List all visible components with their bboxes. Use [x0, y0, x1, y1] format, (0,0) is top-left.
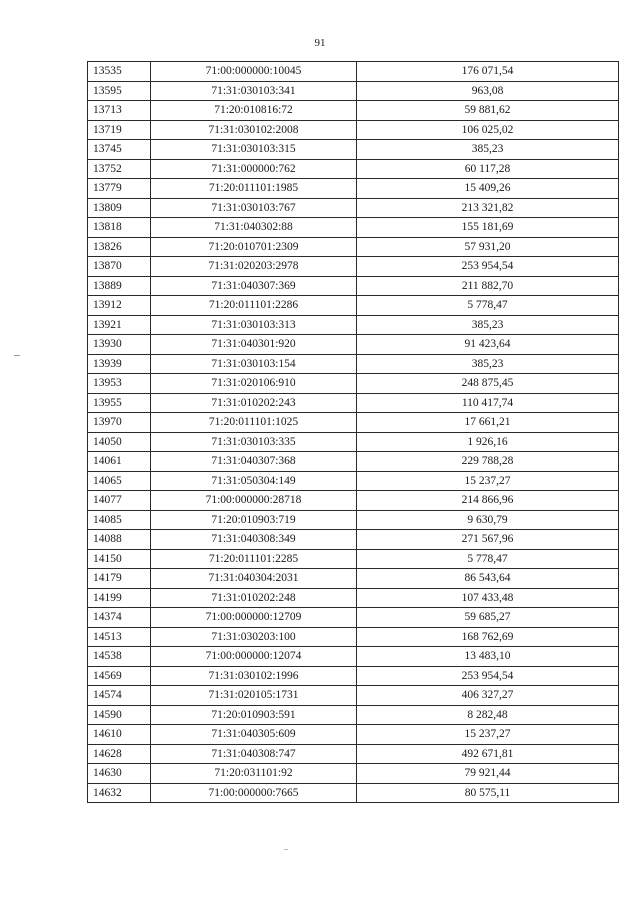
table-row	[88, 354, 619, 374]
row-number-cell: 14513	[88, 627, 151, 647]
cadastral-number-cell: 71:31:040305:609	[151, 725, 357, 745]
row-number-cell: 14150	[88, 549, 151, 569]
cadastral-number-cell: 71:00:000000:12709	[151, 608, 357, 628]
table-row	[88, 101, 619, 121]
row-number-cell: 14061	[88, 452, 151, 472]
cadastral-number-cell: 71:20:031101:92	[151, 764, 357, 784]
page-number: 91	[314, 37, 326, 49]
cadastral-number-cell: 71:31:030102:2008	[151, 120, 357, 140]
row-number-cell: 14085	[88, 510, 151, 530]
cadastral-value-table	[87, 61, 619, 803]
cadastral-number-cell: 71:31:030103:341	[151, 81, 357, 101]
row-number-cell: 14590	[88, 705, 151, 725]
cadastral-number-cell: 71:20:011101:1025	[151, 413, 357, 433]
row-number-cell: 13826	[88, 237, 151, 257]
table-row	[88, 276, 619, 296]
row-number-cell: 14199	[88, 588, 151, 608]
row-number-cell: 14374	[88, 608, 151, 628]
cadastral-value-cell: 248 875,45	[357, 374, 619, 394]
table-row	[88, 783, 619, 803]
cadastral-value-cell: 168 762,69	[357, 627, 619, 647]
table-row	[88, 452, 619, 472]
cadastral-number-cell: 71:31:030103:335	[151, 432, 357, 452]
cadastral-value-cell: 79 921,44	[357, 764, 619, 784]
table-row	[88, 569, 619, 589]
cadastral-number-cell: 71:31:020105:1731	[151, 686, 357, 706]
row-number-cell: 13889	[88, 276, 151, 296]
cadastral-number-cell: 71:31:020106:910	[151, 374, 357, 394]
row-number-cell: 13535	[88, 62, 151, 82]
table-row	[88, 471, 619, 491]
cadastral-value-cell: 80 575,11	[357, 783, 619, 803]
cadastral-number-cell: 71:20:010701:2309	[151, 237, 357, 257]
row-number-cell: 13939	[88, 354, 151, 374]
table-row	[88, 744, 619, 764]
table-row	[88, 647, 619, 667]
cadastral-number-cell: 71:00:000000:10045	[151, 62, 357, 82]
cadastral-value-cell: 214 866,96	[357, 491, 619, 511]
table-row	[88, 120, 619, 140]
cadastral-value-cell: 176 071,54	[357, 62, 619, 82]
row-number-cell: 14179	[88, 569, 151, 589]
row-number-cell: 14628	[88, 744, 151, 764]
row-number-cell: 14088	[88, 530, 151, 550]
table-row	[88, 393, 619, 413]
cadastral-value-cell: 59 881,62	[357, 101, 619, 121]
row-number-cell: 13921	[88, 315, 151, 335]
table-row	[88, 237, 619, 257]
cadastral-value-cell: 5 778,47	[357, 549, 619, 569]
row-number-cell: 14077	[88, 491, 151, 511]
table-body	[88, 62, 619, 803]
cadastral-number-cell: 71:31:030102:1996	[151, 666, 357, 686]
cadastral-value-cell: 15 237,27	[357, 471, 619, 491]
table-row	[88, 432, 619, 452]
cadastral-value-cell: 17 661,21	[357, 413, 619, 433]
table-row	[88, 491, 619, 511]
cadastral-value-cell: 213 321,82	[357, 198, 619, 218]
cadastral-number-cell: 71:31:040307:368	[151, 452, 357, 472]
row-number-cell: 13595	[88, 81, 151, 101]
row-number-cell: 14538	[88, 647, 151, 667]
table-row	[88, 530, 619, 550]
row-number-cell: 13953	[88, 374, 151, 394]
cadastral-number-cell: 71:31:010202:248	[151, 588, 357, 608]
cadastral-value-cell: 106 025,02	[357, 120, 619, 140]
cadastral-number-cell: 71:20:011101:2285	[151, 549, 357, 569]
table-row	[88, 257, 619, 277]
cadastral-value-cell: 110 417,74	[357, 393, 619, 413]
cadastral-number-cell: 71:31:030103:315	[151, 140, 357, 160]
cadastral-value-cell: 57 931,20	[357, 237, 619, 257]
cadastral-value-cell: 253 954,54	[357, 257, 619, 277]
cadastral-number-cell: 71:31:050304:149	[151, 471, 357, 491]
row-number-cell: 13818	[88, 218, 151, 238]
cadastral-number-cell: 71:31:030103:767	[151, 198, 357, 218]
row-number-cell: 13955	[88, 393, 151, 413]
table-row	[88, 764, 619, 784]
table-row	[88, 725, 619, 745]
cadastral-number-cell: 71:31:040304:2031	[151, 569, 357, 589]
row-number-cell: 14632	[88, 783, 151, 803]
cadastral-number-cell: 71:20:011101:1985	[151, 179, 357, 199]
table-row	[88, 627, 619, 647]
cadastral-number-cell: 71:31:040307:369	[151, 276, 357, 296]
row-number-cell: 13809	[88, 198, 151, 218]
cadastral-value-cell: 15 409,26	[357, 179, 619, 199]
row-number-cell: 14630	[88, 764, 151, 784]
table-row	[88, 510, 619, 530]
row-number-cell: 13719	[88, 120, 151, 140]
cadastral-number-cell: 71:00:000000:7665	[151, 783, 357, 803]
cadastral-number-cell: 71:20:010816:72	[151, 101, 357, 121]
row-number-cell: 14569	[88, 666, 151, 686]
cadastral-number-cell: 71:31:040302:88	[151, 218, 357, 238]
cadastral-value-cell: 253 954,54	[357, 666, 619, 686]
table-row	[88, 62, 619, 82]
cadastral-value-cell: 229 788,28	[357, 452, 619, 472]
table-row	[88, 374, 619, 394]
row-number-cell: 13970	[88, 413, 151, 433]
cadastral-value-cell: 155 181,69	[357, 218, 619, 238]
scan-speck	[284, 849, 288, 850]
cadastral-number-cell: 71:20:011101:2286	[151, 296, 357, 316]
table-row	[88, 666, 619, 686]
cadastral-value-cell: 492 671,81	[357, 744, 619, 764]
row-number-cell: 13752	[88, 159, 151, 179]
cadastral-value-cell: 59 685,27	[357, 608, 619, 628]
table-row	[88, 705, 619, 725]
table-row	[88, 198, 619, 218]
cadastral-value-cell: 9 630,79	[357, 510, 619, 530]
cadastral-number-cell: 71:00:000000:28718	[151, 491, 357, 511]
table-row	[88, 296, 619, 316]
table-row	[88, 140, 619, 160]
row-number-cell: 14065	[88, 471, 151, 491]
table-row	[88, 159, 619, 179]
table-row	[88, 608, 619, 628]
table-row	[88, 413, 619, 433]
cadastral-number-cell: 71:31:040301:920	[151, 335, 357, 355]
row-number-cell: 13870	[88, 257, 151, 277]
cadastral-value-cell: 107 433,48	[357, 588, 619, 608]
cadastral-value-cell: 86 543,64	[357, 569, 619, 589]
table-row	[88, 588, 619, 608]
table-row	[88, 335, 619, 355]
cadastral-number-cell: 71:31:020203:2978	[151, 257, 357, 277]
cadastral-value-cell: 385,23	[357, 315, 619, 335]
cadastral-value-cell: 211 882,70	[357, 276, 619, 296]
cadastral-value-cell: 5 778,47	[357, 296, 619, 316]
cadastral-value-cell: 963,08	[357, 81, 619, 101]
margin-mark	[14, 355, 20, 356]
cadastral-number-cell: 71:00:000000:12074	[151, 647, 357, 667]
cadastral-number-cell: 71:31:010202:243	[151, 393, 357, 413]
table-row	[88, 81, 619, 101]
table-row	[88, 549, 619, 569]
cadastral-number-cell: 71:20:010903:591	[151, 705, 357, 725]
cadastral-number-cell: 71:31:030103:313	[151, 315, 357, 335]
cadastral-value-cell: 385,23	[357, 140, 619, 160]
cadastral-number-cell: 71:31:040308:349	[151, 530, 357, 550]
cadastral-value-cell: 60 117,28	[357, 159, 619, 179]
table-row	[88, 315, 619, 335]
row-number-cell: 13779	[88, 179, 151, 199]
row-number-cell: 14574	[88, 686, 151, 706]
cadastral-value-cell: 385,23	[357, 354, 619, 374]
cadastral-value-cell: 406 327,27	[357, 686, 619, 706]
cadastral-number-cell: 71:20:010903:719	[151, 510, 357, 530]
cadastral-value-cell: 15 237,27	[357, 725, 619, 745]
table-row	[88, 686, 619, 706]
cadastral-number-cell: 71:31:000000:762	[151, 159, 357, 179]
cadastral-number-cell: 71:31:040308:747	[151, 744, 357, 764]
cadastral-value-cell: 271 567,96	[357, 530, 619, 550]
cadastral-value-cell: 13 483,10	[357, 647, 619, 667]
row-number-cell: 13912	[88, 296, 151, 316]
table-row	[88, 218, 619, 238]
cadastral-value-cell: 8 282,48	[357, 705, 619, 725]
cadastral-value-cell: 91 423,64	[357, 335, 619, 355]
cadastral-number-cell: 71:31:030103:154	[151, 354, 357, 374]
cadastral-number-cell: 71:31:030203:100	[151, 627, 357, 647]
table-row	[88, 179, 619, 199]
row-number-cell: 14610	[88, 725, 151, 745]
cadastral-value-cell: 1 926,16	[357, 432, 619, 452]
row-number-cell: 13745	[88, 140, 151, 160]
row-number-cell: 13713	[88, 101, 151, 121]
row-number-cell: 13930	[88, 335, 151, 355]
row-number-cell: 14050	[88, 432, 151, 452]
